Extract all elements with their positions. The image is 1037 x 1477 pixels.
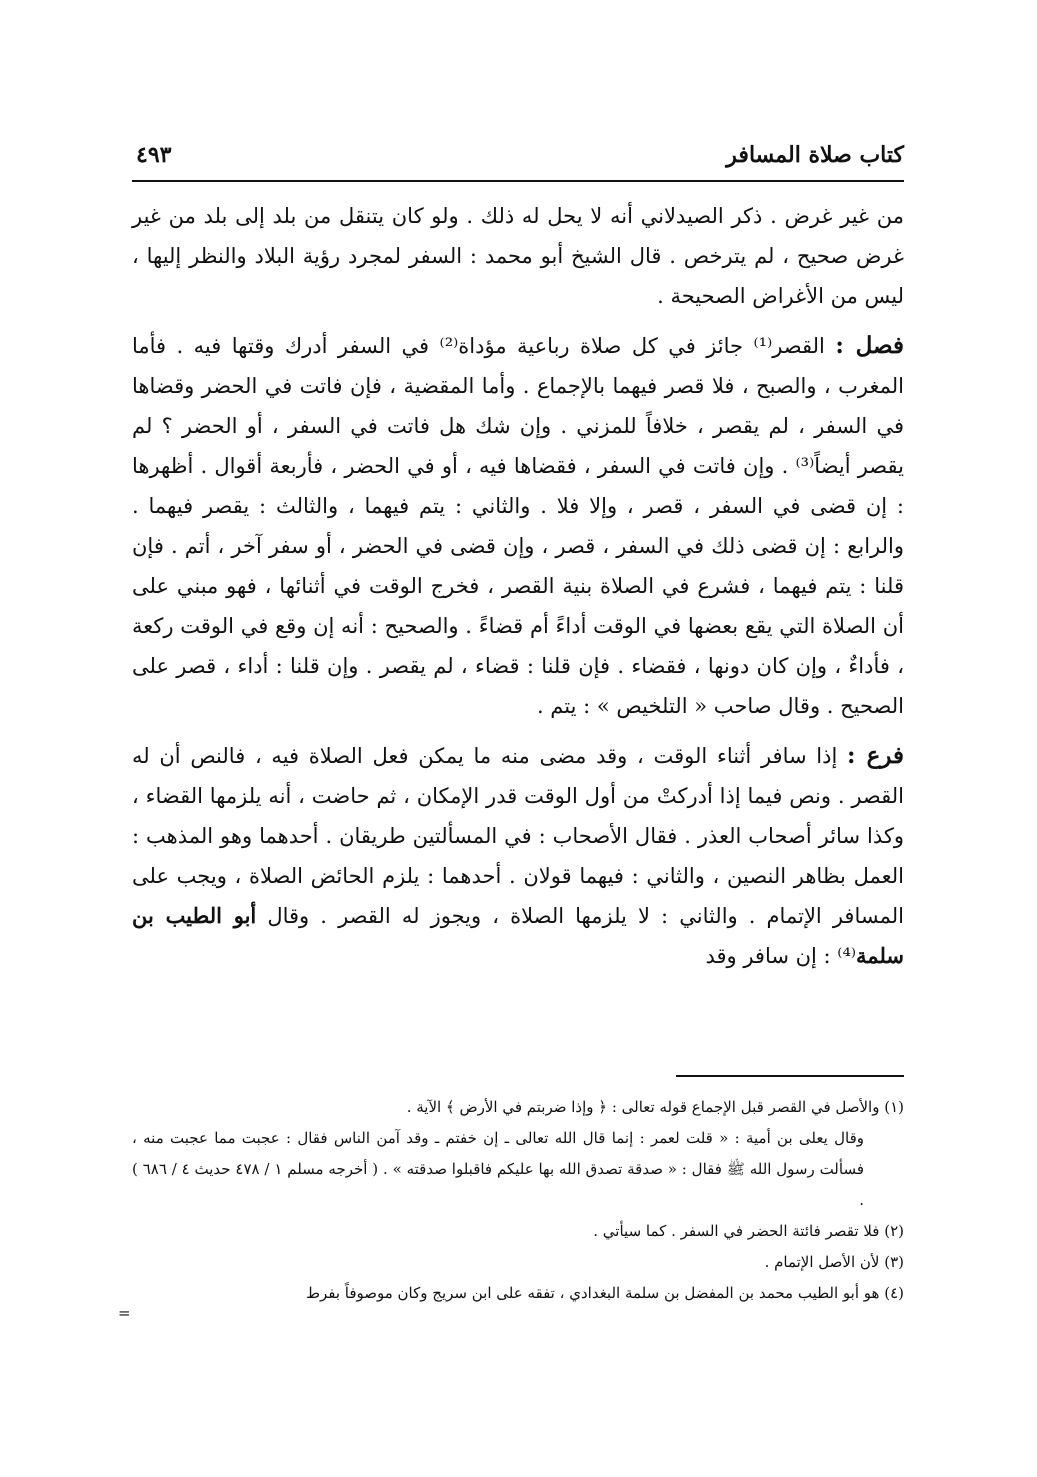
paragraph-3	[132, 736, 904, 976]
footnote-1-continued: وقال يعلى بن أمية : « قلت لعمر : إنما قال الله تعالى ـ إن خفتم ـ وقد آمن الناس فقال : عجبت مما عجبت منه ، فسألت رسول الله ﷺ فقال : « صدقة تصدق الله بها عليكم فاقبلوا صدقته » . ( أخرجه مسلم ١ / ٤٧٨ حديث ٤ / ٦٨٦ ) .	[132, 1129, 865, 1209]
footnote-3: (٣) لأن الأصل الإتمام .	[764, 1253, 904, 1271]
page-header	[132, 140, 904, 180]
scholar-name: أبو الطيب بن سلمة	[132, 903, 904, 968]
footnote-rule	[676, 1075, 904, 1077]
footnote-1: (١) والأصل في القصر قبل الإجماع قوله تعالى : ﴿ وإذا ضربتم في الأرض ﴾ الآية .	[406, 1098, 904, 1116]
running-head: كتاب صلاة المسافر	[726, 142, 904, 168]
continuation-mark: =	[118, 1304, 131, 1322]
page-number: ٤٩٣	[136, 142, 172, 168]
header-rule	[132, 180, 904, 182]
paragraph-3-text: إذا سافر أثناء الوقت ، وقد مضى منه ما يمكن فعل الصلاة فيه ، فالنص أن له القصر . ونص فيما إذا أدركتْ من أول الوقت قدر الإمكان ، ثم حاضت ، أنه يلزمها القضاء ، وكذا سائر أصحاب العذر . فقال الأصحاب : في المسألتين طريقان . أحدهما وهو المذهب : العمل بظاهر النصين ، والثاني : فيهما قولان . أحدهما : يلزم الحائض الصلاة ، ويجب على المسافر الإتمام . والثاني : لا يلزمها الصلاة ، ويجوز له القصر . وقال	[132, 744, 904, 928]
paragraph-3-tail: ⁽⁴⁾ : إن سافر وقد	[705, 944, 857, 968]
footnotes	[132, 1092, 904, 1309]
paragraph-1: من غير غرض . ذكر الصيدلاني أنه لا يحل له ذلك . ولو كان يتنقل من بلد إلى بلد من غير غرض صحيح ، لم يترخص . قال الشيخ أبو محمد : السفر لمجرد رؤية البلاد والنظر إليها ، ليس من الأغراض الصحيحة .	[132, 204, 904, 308]
footnote-2: (٢) فلا تقصر فائتة الحضر في السفر . كما سيأتي .	[593, 1222, 904, 1240]
main-text	[132, 196, 904, 986]
paragraph-2-text: القصر⁽¹⁾ جائز في كل صلاة رباعية مؤداة⁽²⁾ في السفر أدرك وقتها فيه . فأما المغرب ، والصبح ، فلا قصر فيهما بالإجماع . وأما المقضية ، فإن فاتت في الحضر وقضاها في السفر ، لم يقصر ، خلافاً للمزني . وإن شك هل فاتت في السفر ، أو الحضر ؟ لم يقصر أيضاً⁽³⁾ . وإن فاتت في السفر ، فقضاها فيه ، أو في الحضر ، فأربعة أقوال . أظهرها : إن قضى في السفر ، قصر ، وإلا فلا . والثاني : يتم فيهما ، والثالث : يقصر فيهما . والرابع : إن قضى ذلك في السفر ، قصر ، وإن قضى في الحضر ، أو سفر آخر ، أتم . فإن قلنا : يتم فيهما ، فشرع في الصلاة بنية القصر ، فخرج الوقت في أثنائها ، فهو مبني على أن الصلاة التي يقع بعضها في الوقت أداءً أم قضاءً . والصحيح : أنه إن وقع في الوقت ركعة ، فأداءٌ ، وإن كان دونها ، فقضاء . فإن قلنا : قضاء ، لم يقصر . وإن قلنا : أداء ، قصر على الصحيح . وقال صاحب « التلخيص » : يتم .	[132, 334, 904, 718]
paragraph-2	[132, 326, 904, 726]
section-lead: فصل :	[835, 332, 904, 359]
footnote-4: (٤) هو أبو الطيب محمد بن المفضل بن سلمة البغدادي ، تفقه على ابن سريج وكان موصوفاً بفرط	[306, 1284, 904, 1302]
branch-lead: فرع :	[847, 742, 904, 769]
